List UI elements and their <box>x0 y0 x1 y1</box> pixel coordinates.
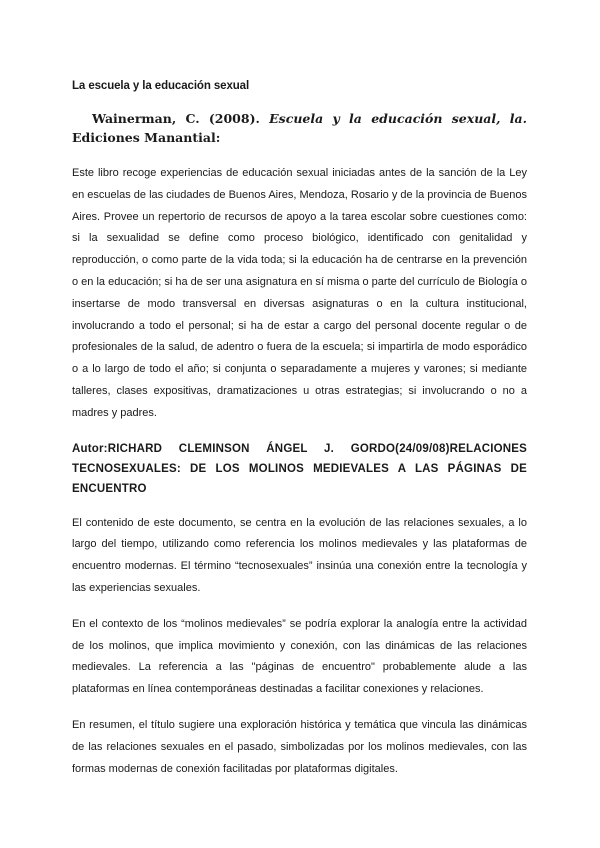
author-heading: Autor:RICHARD CLEMINSON ÁNGEL J. GORDO(24/09/08)RELACIONES TECNOSEXUALES: DE LOS MOLINOS MEDIEVALES A LAS PÁGINAS DE ENCUENTRO <box>72 442 527 495</box>
content-paragraph-3: En resumen, el título sugiere una exploración histórica y temática que vincula las dinámicas de las relaciones sexuales en el pasado, simbolizadas por los molinos medievales, con las formas modernas de conexión facilitadas por plataformas digitales. <box>72 718 527 775</box>
content-paragraph-2: En el contexto de los “molinos medievales” se podría explorar la analogía entre la actividad de los molinos, que implica movimiento y conexión, con las dinámicas de las relaciones medievales. La referencia a las "páginas de encuentro" probablemente alude a las plataformas en línea contemporáneas destinadas a facilitar conexiones y relaciones. <box>72 617 527 696</box>
book-citation <box>72 109 527 147</box>
citation-title: Escuela y la educación sexual, la. <box>269 111 527 126</box>
page-content <box>72 80 527 794</box>
citation-publisher: Ediciones Manantial: <box>72 130 221 145</box>
section-heading: La escuela y la educación sexual <box>72 80 250 92</box>
citation-author: Wainerman, C. (2008). <box>92 111 260 126</box>
book-summary-paragraph: Este libro recoge experiencias de educación sexual iniciadas antes de la sanción de la Ley en escuelas de las ciudades de Buenos Aires, Mendoza, Rosario y de la provincia de Buenos Aires. Provee un repertorio de recursos de apoyo a la tarea escolar sobre cuestiones como: si la sexualidad se define como proceso biológico, identificado con genitalidad y reproducción, o como parte de la vida toda; si la educación ha de centrarse en la prevención o en la educación; si ha de ser una asignatura en sí misma o parte del currículo de Biología o insertarse de modo transversal en diversas asignaturas o en la cultura institucional, involucrando a todo el personal; si ha de estar a cargo del personal docente regular o de profesionales de la salud, de adentro o fuera de la escuela; si impartirla de modo esporádico o a lo largo de todo el año; si conjunta o separadamente a mujeres y varones; si mediante talleres, clases expositivas, dramatizaciones u otras estrategias; si involucrando o no a madres y padres. <box>72 167 527 419</box>
content-paragraph-1: El contenido de este documento, se centra en la evolución de las relaciones sexuales, a lo largo del tiempo, utilizando como referencia los molinos medievales y las plataformas de encuentro modernas. El término “tecnosexuales” insinúa una conexión entre la tecnología y las experiencias sexuales. <box>72 516 527 594</box>
